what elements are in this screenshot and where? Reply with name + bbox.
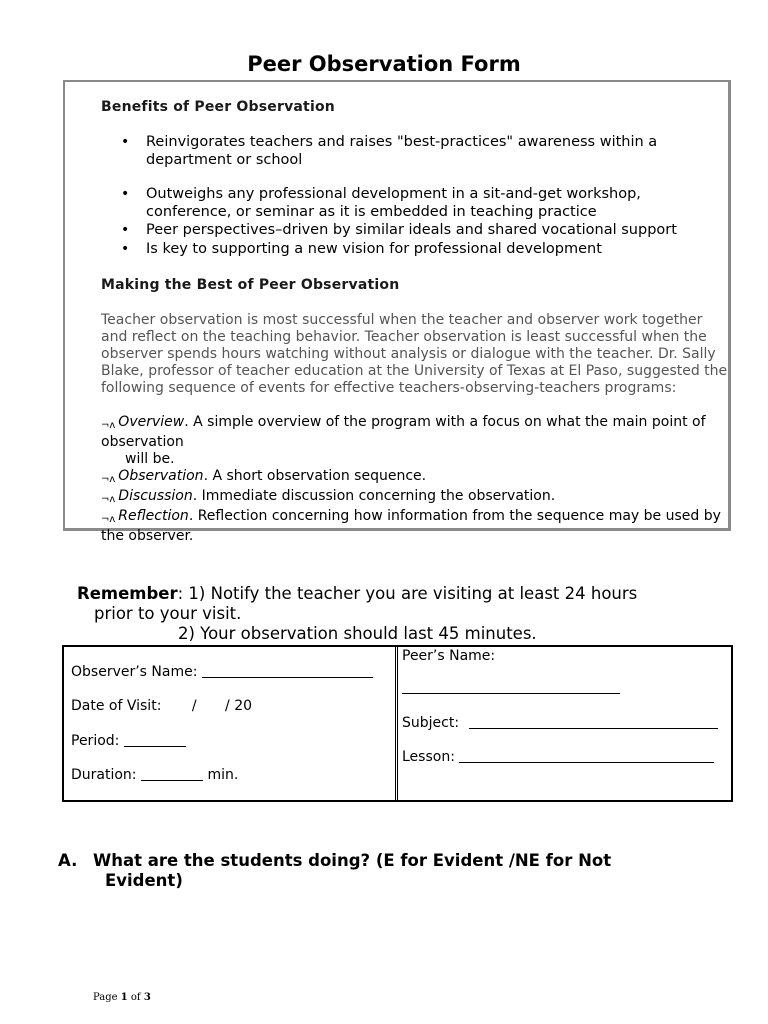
peer-name-line[interactable] <box>402 693 620 694</box>
peer-name-line-wrap[interactable] <box>402 680 620 696</box>
sequence-marker: ¬ʌ <box>101 420 116 431</box>
sequence-marker: ¬ʌ <box>101 494 116 505</box>
sequence-continuation: will be. <box>125 451 175 467</box>
sequence-term: Discussion <box>118 488 193 504</box>
table-divider <box>395 647 398 800</box>
question-number: A. <box>58 851 78 870</box>
sequence-text: . A simple overview of the program with a focus on what the main point of observation <box>101 414 706 450</box>
peer-name-field[interactable] <box>402 648 495 664</box>
footer-of-label: of <box>130 992 141 1003</box>
observer-name-label: Observer’s Name: <box>71 664 198 680</box>
remember-line-3: 2) Your observation should last 45 minutes. <box>178 624 537 643</box>
lesson-line[interactable] <box>459 762 714 763</box>
observation-info-table <box>62 645 733 802</box>
footer-page-label: Page <box>93 992 118 1003</box>
observer-name-line[interactable] <box>202 677 373 678</box>
observer-name-field[interactable] <box>71 664 373 680</box>
sequence-text: . Reflection concerning how information from the sequence may be used by the observer. <box>101 508 721 544</box>
remember-note <box>77 584 717 644</box>
duration-label: Duration: <box>71 767 137 783</box>
footer-total-pages: 3 <box>143 992 151 1003</box>
date-slash: / <box>191 698 197 714</box>
sequence-item <box>101 414 729 451</box>
date-of-visit-field[interactable] <box>71 698 252 714</box>
sequence-term: Reflection <box>118 508 189 524</box>
sequence-marker: ¬ʌ <box>101 474 116 485</box>
lesson-label: Lesson: <box>402 749 455 765</box>
lesson-field[interactable] <box>402 749 714 765</box>
duration-line[interactable] <box>141 780 203 781</box>
period-label: Period: <box>71 733 120 749</box>
question-a <box>58 851 698 891</box>
footer-current-page: 1 <box>120 992 128 1003</box>
sequence-term: Observation <box>118 468 204 484</box>
remember-line-2: prior to your visit. <box>94 604 242 623</box>
list-item: • Peer perspectives–driven by similar ideals and shared vocational support <box>121 222 746 240</box>
list-item: • Reinvigorates teachers and raises "best-practices" awareness within a department or school <box>121 134 676 169</box>
subject-field[interactable] <box>402 715 718 731</box>
subject-line[interactable] <box>469 728 718 729</box>
sequence-text: . A short observation sequence. <box>203 468 427 484</box>
sequence-term: Overview <box>118 414 185 430</box>
sequence-marker: ¬ʌ <box>101 514 116 525</box>
making-best-paragraph: Teacher observation is most successful when the teacher and observer work together and reflect on the teaching behavior. Teacher observation is least successful when the observer spends hours watching without analysis or dialogue with the teacher. Dr. Sally Blake, professor of teacher education at the University of Texas at El Paso, suggested the following sequence of events for effective teachers-observing-teachers programs: <box>101 312 728 396</box>
question-line-1: What are the students doing? (E for Evident /NE for Not <box>93 851 612 870</box>
period-field[interactable] <box>71 733 186 749</box>
making-best-heading: Making the Best of Peer Observation <box>101 277 400 293</box>
benefits-list <box>121 134 746 258</box>
sequence-item <box>101 488 729 508</box>
remember-line-1: : 1) Notify the teacher you are visiting at least 24 hours <box>177 584 638 603</box>
sequence-text: . Immediate discussion concerning the observation. <box>192 488 556 504</box>
page-footer <box>93 992 151 1003</box>
question-line-2: Evident) <box>105 871 183 890</box>
subject-label: Subject: <box>402 715 460 731</box>
list-item: • Outweighs any professional development in a sit-and-get workshop, conference, or seminar as it is embedded in teaching practice <box>121 186 686 221</box>
sequence-item <box>101 468 729 488</box>
sequence-list <box>101 414 729 545</box>
duration-unit: min. <box>207 767 239 783</box>
peer-name-label: Peer’s Name: <box>402 648 496 664</box>
benefits-box <box>63 80 731 544</box>
benefits-heading: Benefits of Peer Observation <box>101 99 335 115</box>
remember-label: Remember <box>77 584 178 603</box>
period-line[interactable] <box>124 746 186 747</box>
list-item: • Is key to supporting a new vision for professional development <box>121 241 746 259</box>
duration-field[interactable] <box>71 767 238 783</box>
date-year: / 20 <box>225 698 253 714</box>
page-title: Peer Observation Form <box>247 52 521 76</box>
date-of-visit-label: Date of Visit: <box>71 698 162 714</box>
sequence-item <box>101 508 729 545</box>
